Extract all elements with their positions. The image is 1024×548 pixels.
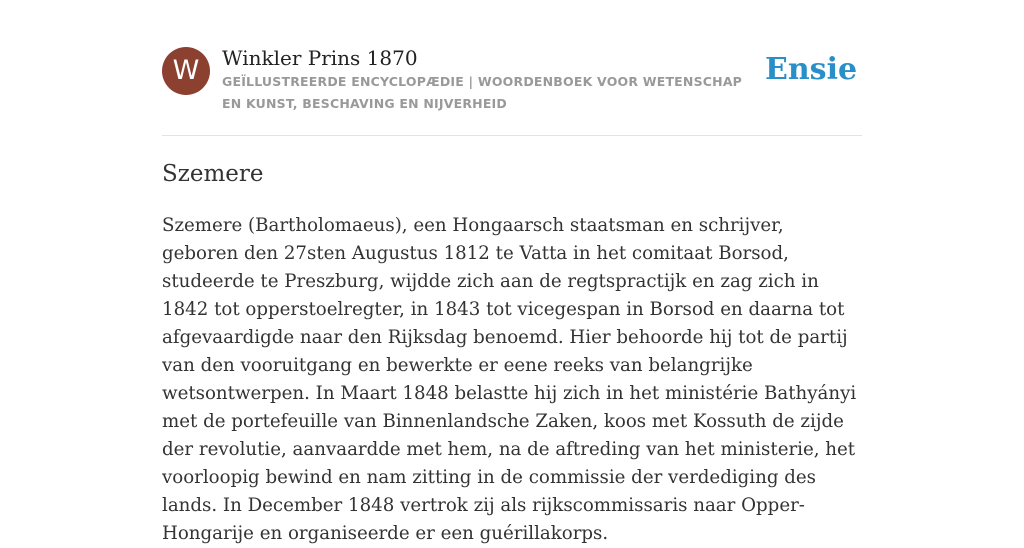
source-avatar[interactable]: W — [162, 47, 210, 95]
source-title[interactable]: Winkler Prins 1870 — [222, 46, 418, 70]
article-paragraph: Szemere (Bartholomaeus), een Hongaarsch staatsman en schrijver, geboren den 27sten Augustus 1812 te Vatta in het comitaat Borsod, studeerde te Preszburg, wijdde zich aan de regtspractijk en zag zich in 1842 tot opperstoelregter, in 1843 tot vicegespan in Borsod en daarna tot afgevaardigde naar den Rijksdag benoemd. Hier behoorde hij tot de partij van den vooruitgang en bewerkte er eene reeks van belangrijke wetsontwerpen. In Maart 1848 belastte hij zich in het ministérie Bathyányi met de portefeuille van Binnenlandsche Zaken, koos met Kossuth de zijde der revolutie, aanvaardde met hem, na de aftreding van het ministerie, het voorloopig bewind en nam zitting in de commissie der verdediging des lands. In December 1848 vertrok zij als rijkscommissaris naar Opper-Hongarije en organiseerde er een guérillakorps. — [162, 215, 857, 544]
header-divider — [162, 135, 862, 136]
ensie-logo[interactable]: Ensie — [765, 52, 858, 87]
source-subtitle: GEÏLLUSTREERDE ENCYCLOPÆDIE | WOORDENBOEK VOOR WETENSCHAP EN KUNST, BESCHAVING EN NIJVERHEID — [222, 74, 743, 111]
article-body — [162, 212, 862, 548]
source-header — [162, 46, 862, 116]
article-title: Szemere — [162, 161, 264, 187]
